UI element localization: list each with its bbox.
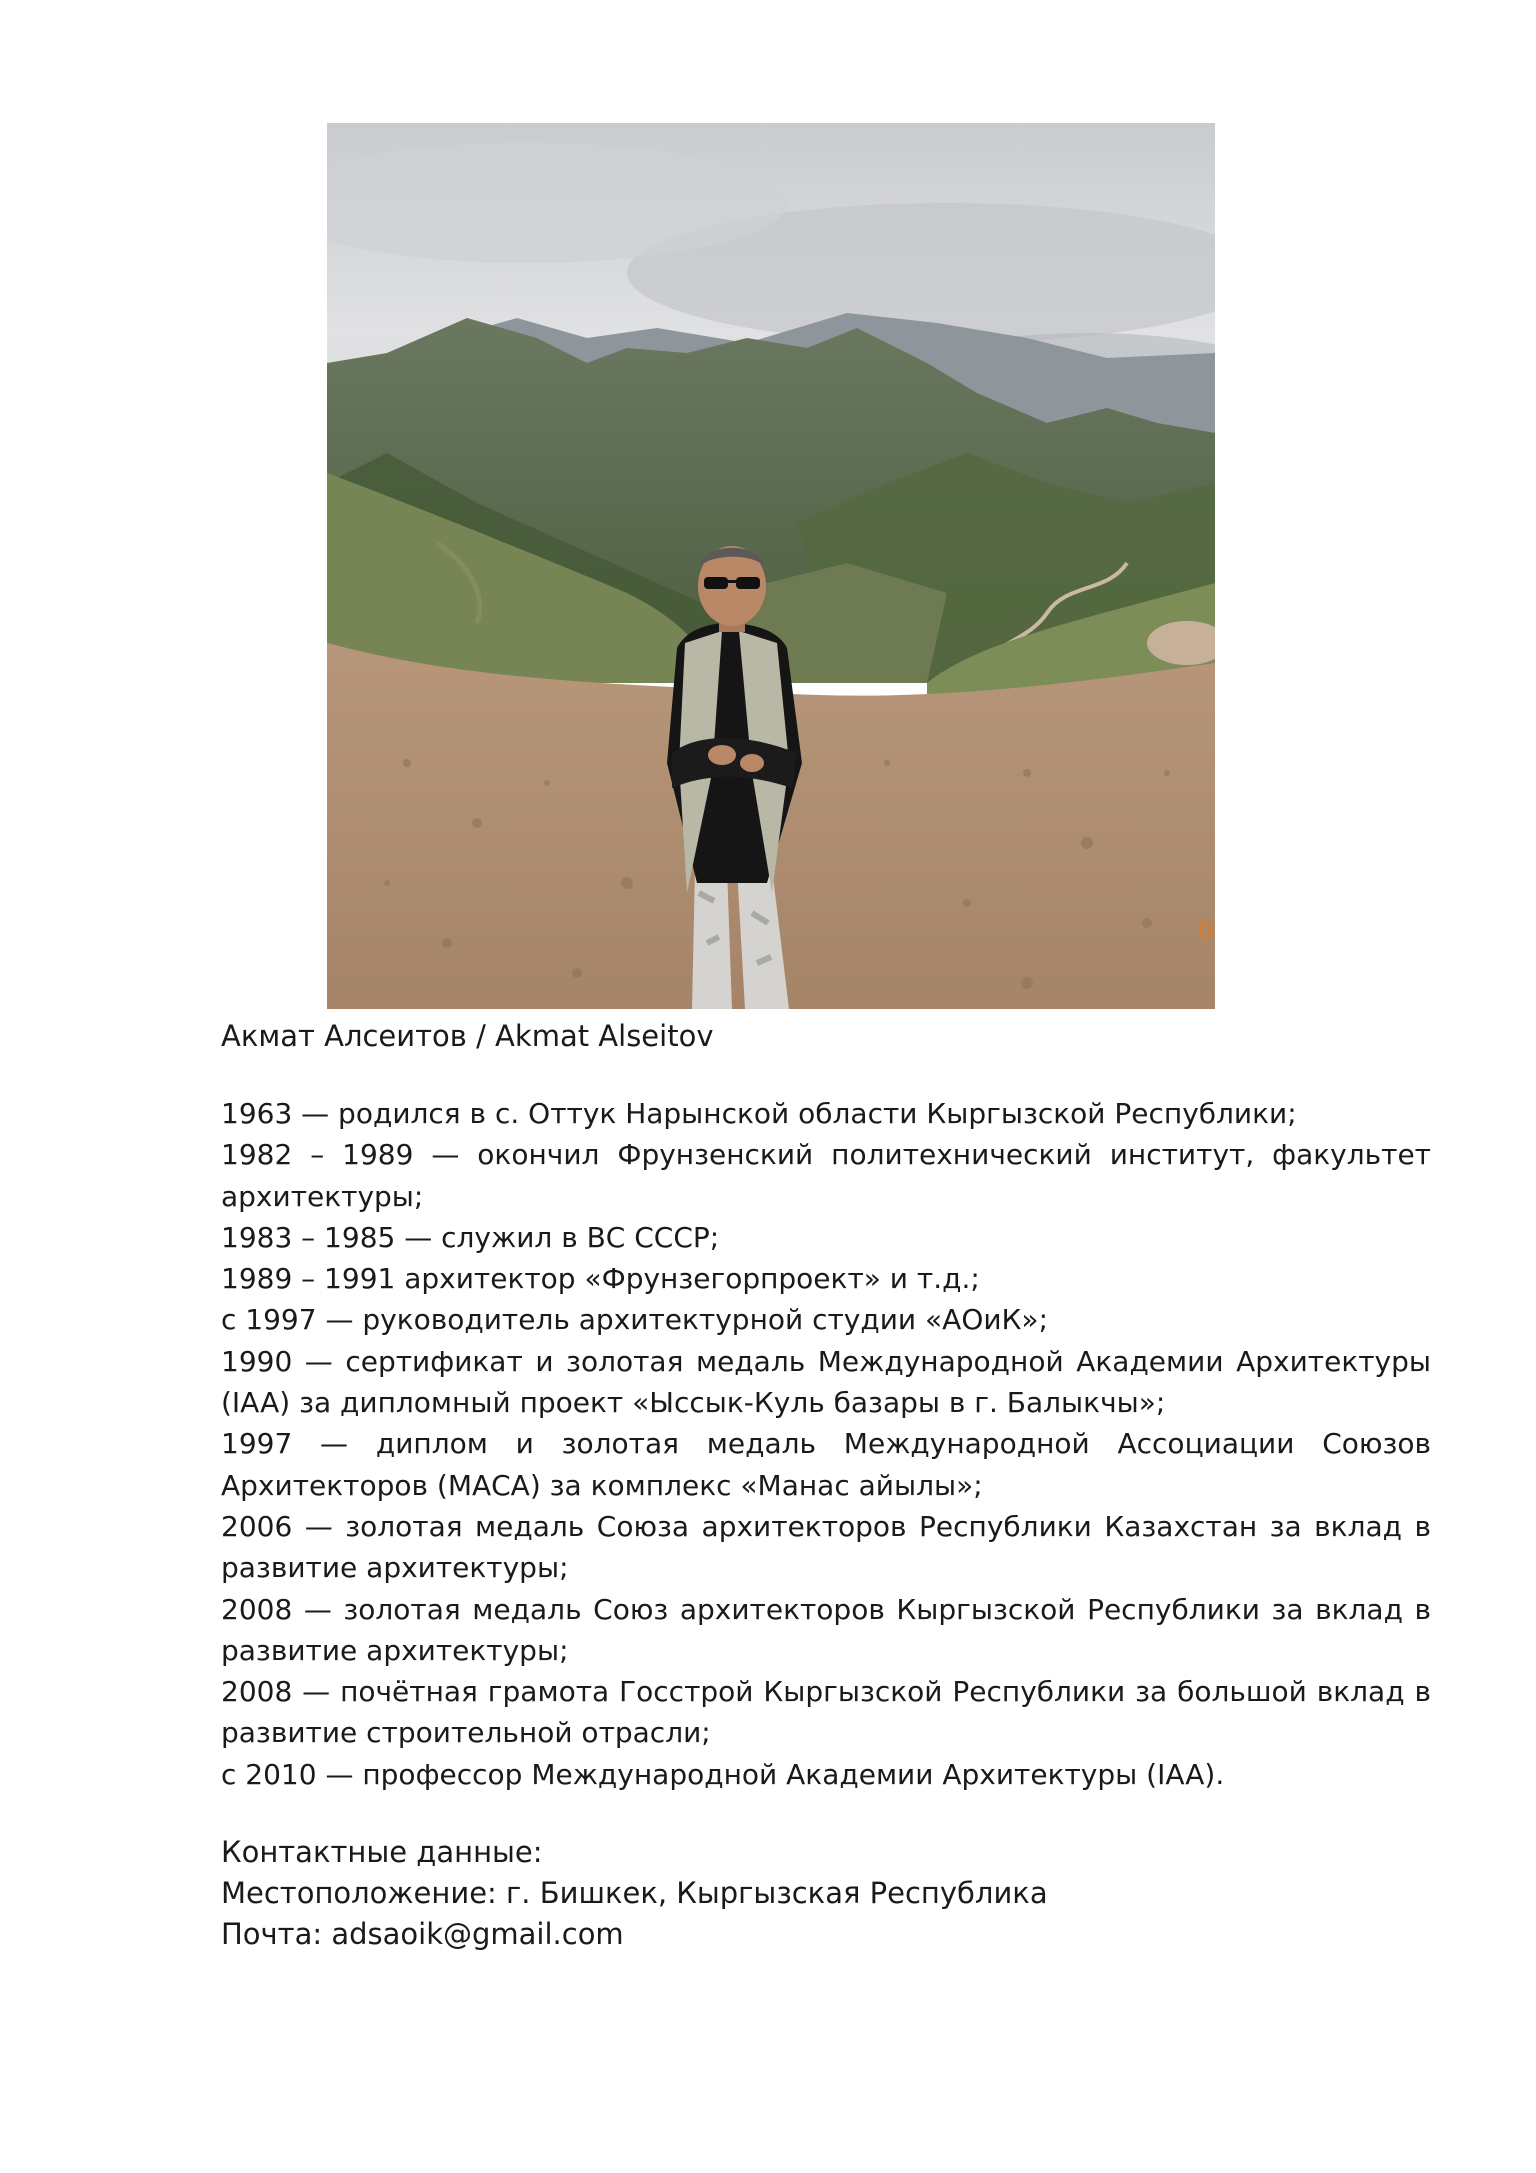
- bio-entry: 1963 — родился в с. Оттук Нарынской области Кыргызской Республики;: [221, 1097, 1297, 1130]
- contact-details: [221, 1832, 1321, 1955]
- bio-entry: 2008 — почётная грамота Госстрой Кыргызской Республики за большой вклад в развитие строительной отрасли;: [221, 1675, 1431, 1750]
- bio-entry: 1989 – 1991 архитектор «Фрунзегорпроект» и т.д.;: [221, 1262, 980, 1296]
- contacts-heading: Контактные данные:: [221, 1835, 543, 1869]
- bio-entry: 2008 — золотая медаль Союз архитекторов Кыргызской Республики за вклад в развитие архитектуры;: [221, 1592, 1431, 1667]
- bio-entry: с 1997 — руководитель архитектурной студии «АОиК»;: [221, 1303, 1048, 1337]
- bio-entry: 1990 — сертификат и золотая медаль Международной Академии Архитектуры (IAA) за дипломный проект «Ыссык-Куль базары в г. Балыкчы»;: [221, 1344, 1431, 1420]
- bio-entry: 1982 – 1989 — окончил Фрунзенский политехнический институт, факультет архитектуры;: [221, 1138, 1431, 1213]
- portrait-photo: [327, 123, 1215, 1009]
- contact-email[interactable]: Почта: adsaoik@gmail.com: [221, 1917, 624, 1951]
- photo-corner-mark: 0: [1199, 915, 1214, 945]
- bio-entry: 1997 — диплом и золотая медаль Международной Ассоциации Союзов Архитекторов (МАСА) за комплекс «Манас айылы»;: [221, 1427, 1431, 1502]
- bio-entry: 2006 — золотая медаль Союза архитекторов Республики Казахстан за вклад в развитие архитектуры;: [221, 1509, 1431, 1585]
- mountain-landscape-photo: [327, 123, 1215, 1009]
- bio-entry: с 2010 — профессор Международной Академии Архитектуры (IAA).: [221, 1757, 1225, 1791]
- contact-location: Местоположение: г. Бишкек, Кыргызская Республика: [221, 1876, 1048, 1910]
- biography: [221, 1093, 1431, 1795]
- bio-entry: 1983 – 1985 — служил в ВС СССР;: [221, 1220, 720, 1254]
- photo-caption: Акмат Алсеитов / Akmat Alseitov: [221, 1019, 714, 1053]
